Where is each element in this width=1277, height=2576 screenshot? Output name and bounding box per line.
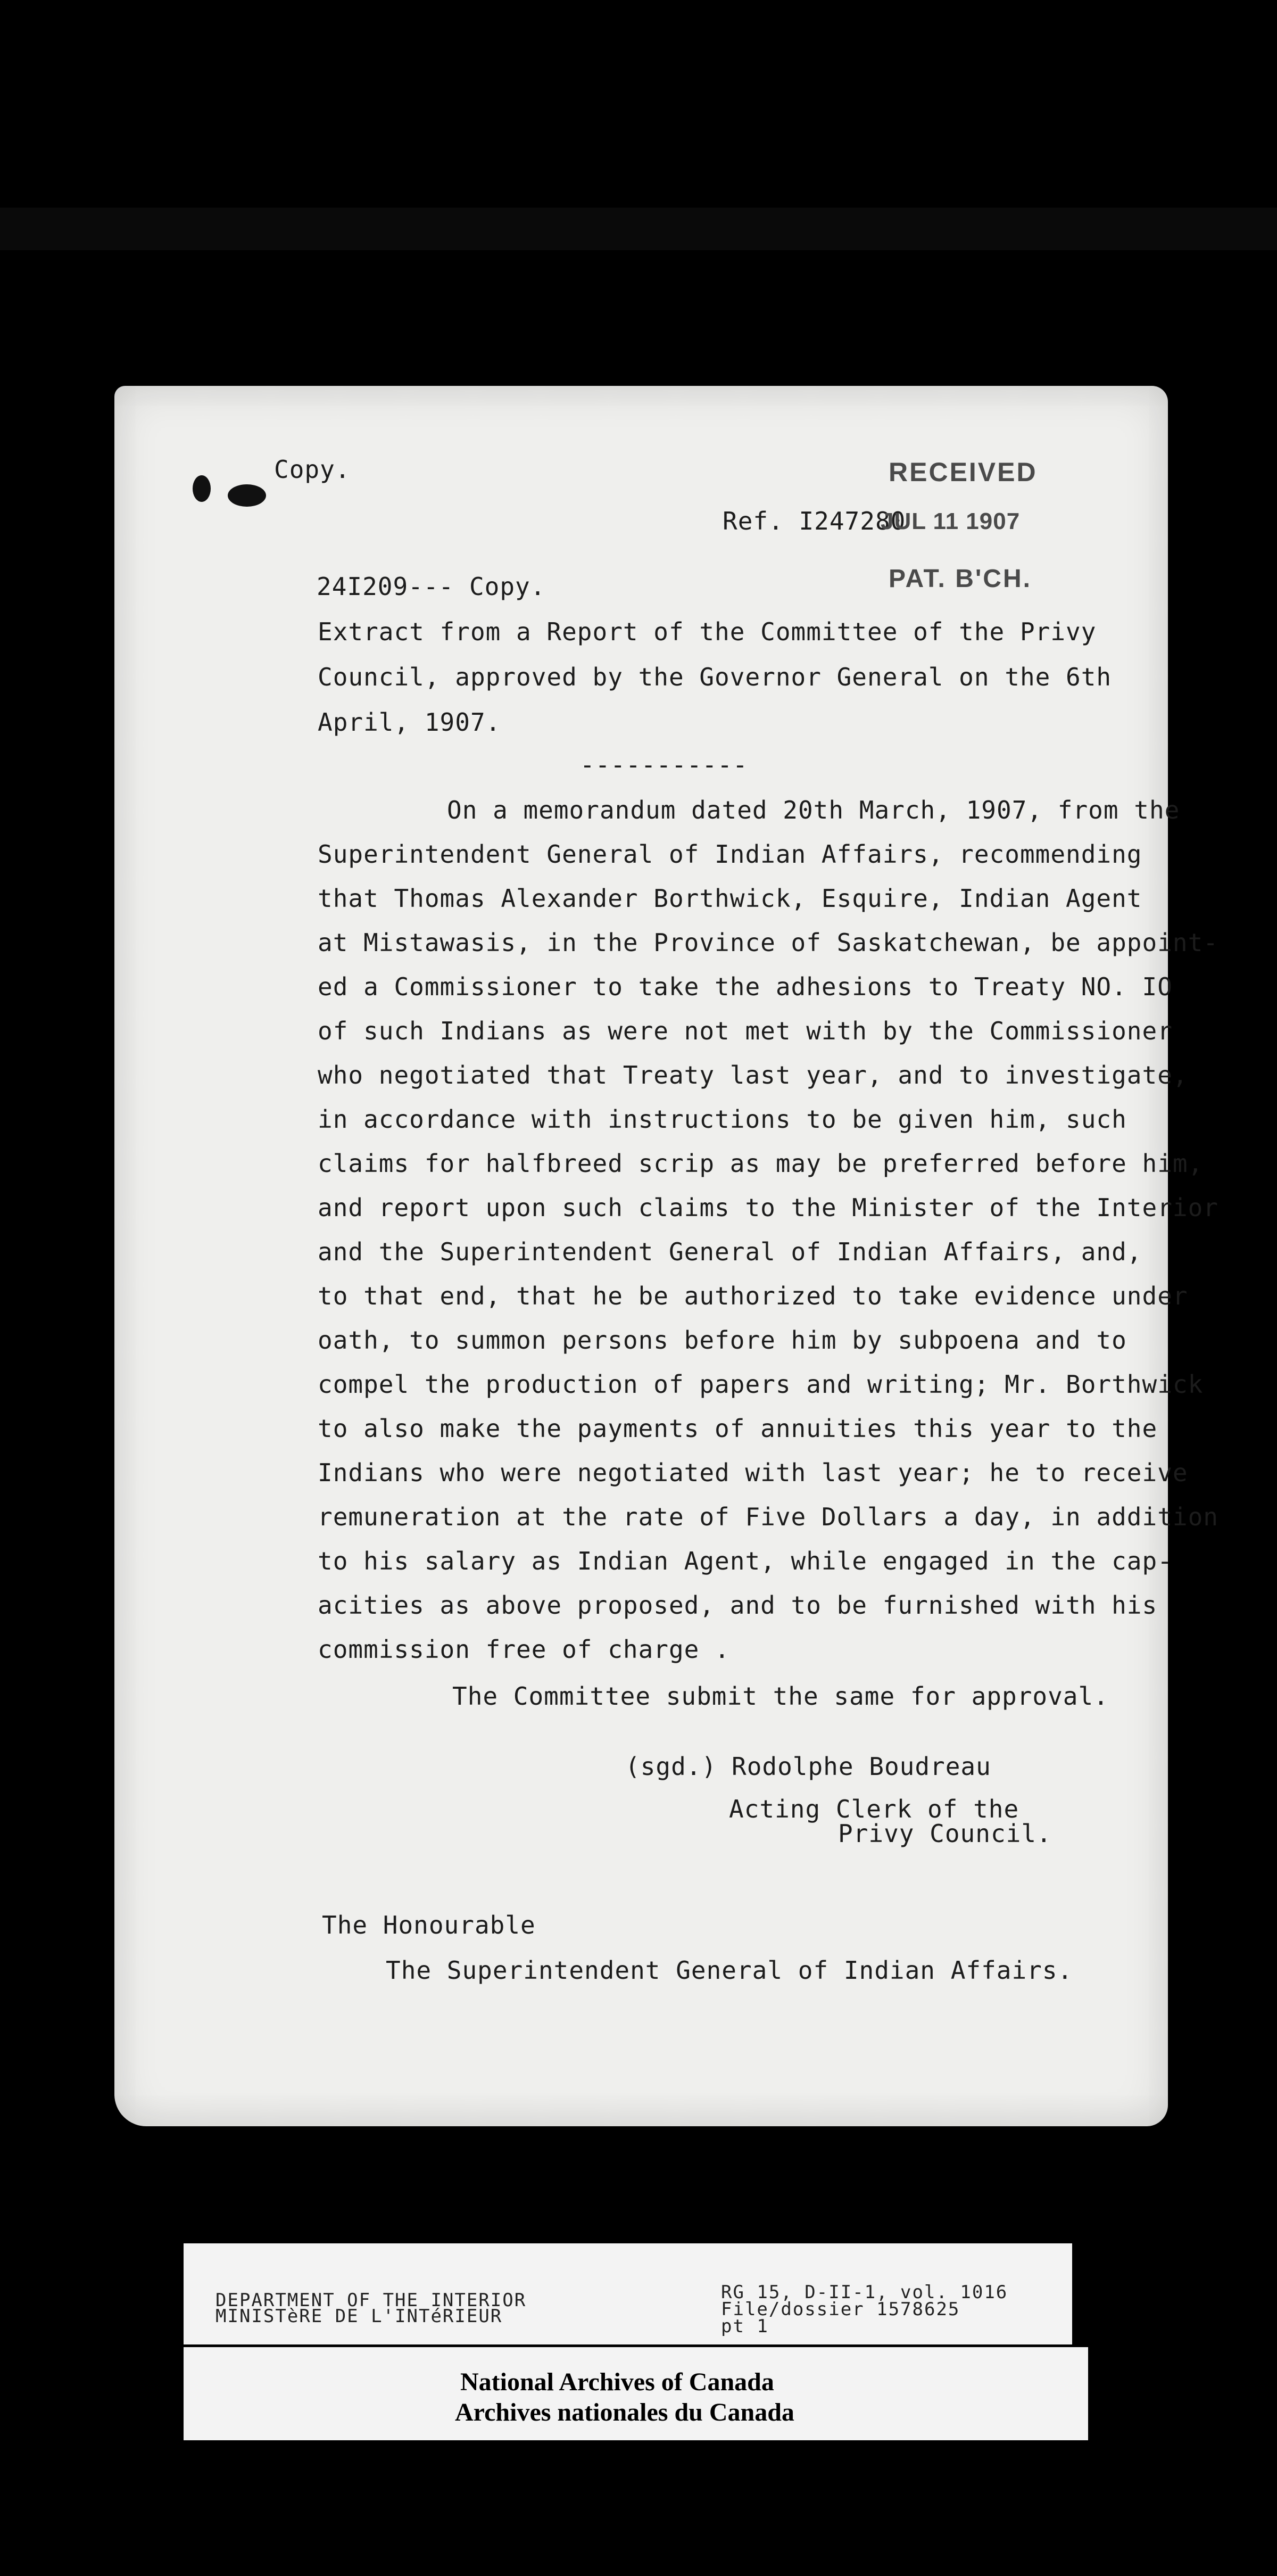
- archive-ref: pt 1: [721, 2316, 769, 2337]
- body-line: remuneration at the rate of Five Dollars a day, in addition: [318, 1502, 1218, 1531]
- body-line: ed a Commissioner to take the adhesions to Treaty NO. IO: [318, 972, 1173, 1001]
- archive-ref: RG 15, D-II-1, vol. 1016: [721, 2282, 1008, 2303]
- reference-number: Ref. I247280: [723, 507, 906, 535]
- body-line: in accordance with instructions to be given him, such: [318, 1105, 1127, 1134]
- archives-fr: Archives nationales du Canada: [455, 2398, 794, 2426]
- address-line: The Honourable: [322, 1911, 536, 1939]
- extract-line: Extract from a Report of the Committee of the Privy: [318, 617, 1097, 646]
- copy-label: Copy.: [274, 455, 351, 484]
- body-line: to that end, that he be authorized to take evidence under: [318, 1282, 1188, 1310]
- signature-title: Privy Council.: [838, 1819, 1052, 1848]
- dept-en: DEPARTMENT OF THE INTERIOR: [215, 2290, 527, 2311]
- body-line: and report upon such claims to the Minister of the Interior: [318, 1193, 1218, 1222]
- submit-line: The Committee submit the same for approval.: [452, 1682, 1109, 1711]
- address-line: The Superintendent General of Indian Affairs.: [386, 1956, 1073, 1985]
- body-line: Superintendent General of Indian Affairs, recommending: [318, 840, 1142, 869]
- extract-line: Council, approved by the Governor General on the 6th: [318, 663, 1112, 691]
- signature-name: Rodolphe Boudreau: [732, 1752, 991, 1781]
- body-line: Indians who were negotiated with last year; he to receive: [318, 1458, 1188, 1487]
- scan-noise-band: [0, 208, 1277, 250]
- body-line: oath, to summon persons before him by subpoena and to: [318, 1326, 1127, 1355]
- signature-sgd: (sgd.): [625, 1752, 717, 1781]
- body-line: compel the production of papers and writing; Mr. Borthwick: [318, 1370, 1204, 1399]
- branch-stamp: PAT. B'CH.: [889, 565, 1032, 593]
- archives-en: National Archives of Canada: [460, 2368, 774, 2396]
- extract-line: April, 1907.: [318, 708, 501, 737]
- body-line: commission free of charge .: [318, 1635, 730, 1664]
- body-line: that Thomas Alexander Borthwick, Esquire, Indian Agent: [318, 884, 1142, 913]
- file-number: 24I209--- Copy.: [317, 572, 546, 601]
- archive-ref: File/dossier 1578625: [721, 2299, 960, 2320]
- body-line: of such Indians as were not met with by the Commissioner: [318, 1017, 1173, 1045]
- body-line: who negotiated that Treaty last year, and to investigate,: [318, 1061, 1188, 1089]
- body-line: to also make the payments of annuities this year to the: [318, 1414, 1158, 1443]
- body-line: acities as above proposed, and to be furnished with his: [318, 1591, 1158, 1620]
- body-line: and the Superintendent General of Indian Affairs, and,: [318, 1237, 1142, 1266]
- body-line: to his salary as Indian Agent, while engaged in the cap-: [318, 1547, 1173, 1575]
- received-stamp: RECEIVED: [889, 457, 1038, 487]
- date-stamp: JUL 11 1907: [881, 508, 1021, 534]
- body-line: claims for halfbreed scrip as may be preferred before him,: [318, 1149, 1204, 1178]
- body-line: On a memorandum dated 20th March, 1907, from the: [447, 796, 1180, 824]
- body-line: at Mistawasis, in the Province of Saskatchewan, be appoint-: [318, 928, 1218, 957]
- dept-fr: MINISTèRE DE L'INTéRIEUR: [215, 2306, 503, 2327]
- separator: -----------: [580, 750, 748, 779]
- ink-blot: [193, 475, 211, 502]
- signature-title: Acting Clerk of the: [729, 1795, 1019, 1823]
- ink-blot: [228, 484, 266, 507]
